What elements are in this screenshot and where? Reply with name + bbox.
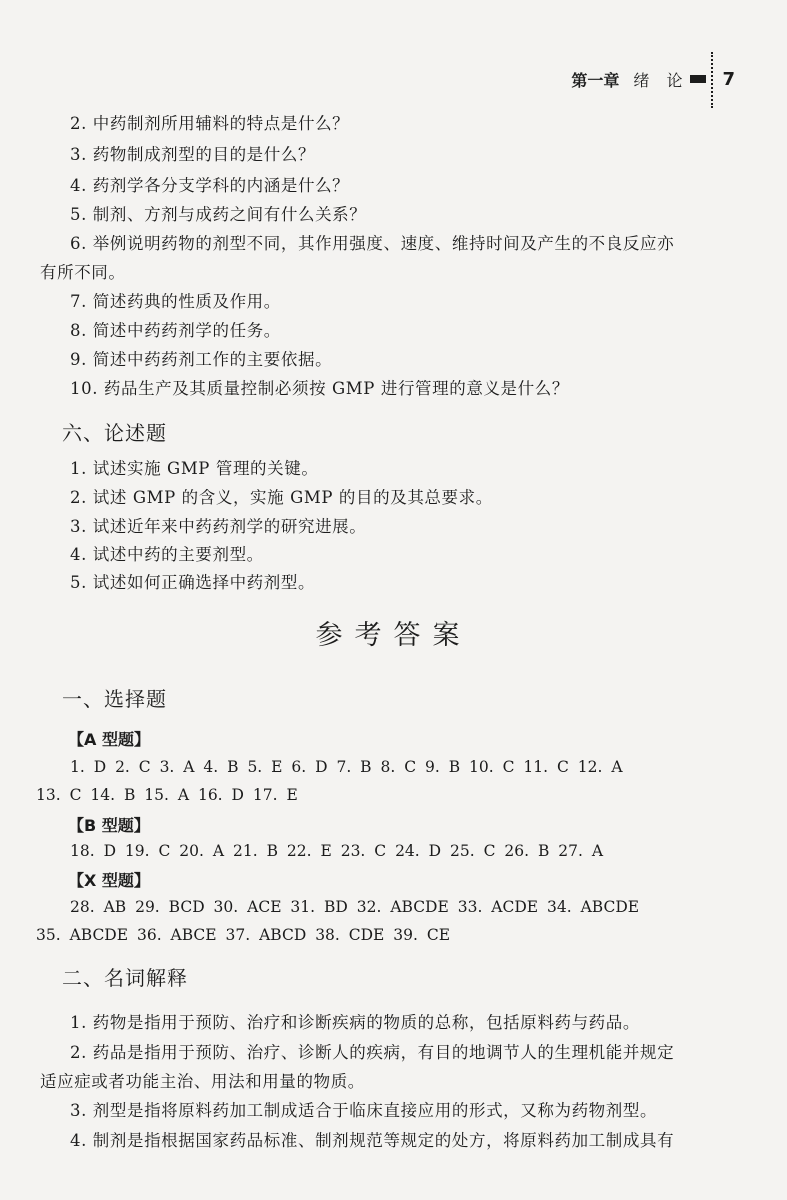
- answers-heading: 参考答案: [315, 620, 472, 651]
- essay-item: 2. 试述 GMP 的含义，实施 GMP 的目的及其总要求。: [70, 488, 493, 507]
- term-definition: 3. 剂型是指将原料药加工制成适合于临床直接应用的形式，又称为药物剂型。: [70, 1101, 658, 1120]
- term-definition: 2. 药品是指用于预防、治疗、诊断人的疾病，有目的地调节人的生理机能并规定: [70, 1043, 675, 1062]
- essay-section-title: 六、论述题: [62, 421, 167, 445]
- essay-item: 4. 试述中药的主要剂型。: [70, 545, 264, 564]
- x-type-answers: 35. ABCDE 36. ABCE 37. ABCD 38. CDE 39. CE: [36, 926, 451, 944]
- question-item: 3. 药物制成剂型的目的是什么？: [70, 145, 316, 164]
- chapter-title: 绪 论: [633, 70, 689, 90]
- essay-item: 1. 试述实施 GMP 管理的关键。: [70, 459, 319, 478]
- header-bar-mark: [690, 75, 706, 83]
- term-definition-continuation: 适应症或者功能主治、用法和用量的物质。: [40, 1072, 365, 1091]
- x-type-label: 【X 型题】: [68, 871, 150, 890]
- question-item: 8. 简述中药药剂学的任务。: [70, 321, 281, 340]
- page-number: 7: [722, 68, 735, 90]
- question-item: 5. 制剂、方剂与成药之间有什么关系？: [70, 205, 367, 224]
- question-item: 10. 药品生产及其质量控制必须按 GMP 进行管理的意义是什么？: [70, 379, 569, 398]
- term-definition: 4. 制剂是指根据国家药品标准、制剂规范等规定的处方，将原料药加工制成具有: [70, 1131, 675, 1150]
- b-type-answers: 18. D 19. C 20. A 21. B 22. E 23. C 24. D 25. C 26. B 27. A: [70, 842, 604, 860]
- running-header: [571, 62, 735, 96]
- question-item: 7. 简述药典的性质及作用。: [70, 292, 281, 311]
- header-dotted-rule: [711, 52, 713, 108]
- question-item: 9. 简述中药药剂工作的主要依据。: [70, 350, 333, 369]
- a-type-label: 【A 型题】: [68, 730, 150, 749]
- essay-item: 3. 试述近年来中药药剂学的研究进展。: [70, 517, 367, 536]
- question-item: 2. 中药制剂所用辅料的特点是什么？: [70, 114, 350, 133]
- a-type-answers: 13. C 14. B 15. A 16. D 17. E: [36, 786, 298, 804]
- question-item: 6. 举例说明药物的剂型不同，其作用强度、速度、维持时间及产生的不良反应亦: [70, 234, 675, 253]
- question-item: 4. 药剂学各分支学科的内涵是什么？: [70, 176, 350, 195]
- x-type-answers: 28. AB 29. BCD 30. ACE 31. BD 32. ABCDE 33. ACDE 34. ABCDE: [70, 898, 640, 916]
- term-definition: 1. 药物是指用于预防、治疗和诊断疾病的物质的总称，包括原料药与药品。: [70, 1013, 640, 1032]
- question-item-continuation: 有所不同。: [40, 263, 126, 282]
- chapter-label: 第一章: [571, 70, 620, 90]
- essay-item: 5. 试述如何正确选择中药剂型。: [70, 573, 316, 592]
- terms-section-title: 二、名词解释: [62, 966, 188, 990]
- b-type-label: 【B 型题】: [68, 816, 150, 835]
- a-type-answers: 1. D 2. C 3. A 4. B 5. E 6. D 7. B 8. C 9. B 10. C 11. C 12. A: [70, 758, 623, 776]
- choice-section-title: 一、选择题: [62, 687, 167, 711]
